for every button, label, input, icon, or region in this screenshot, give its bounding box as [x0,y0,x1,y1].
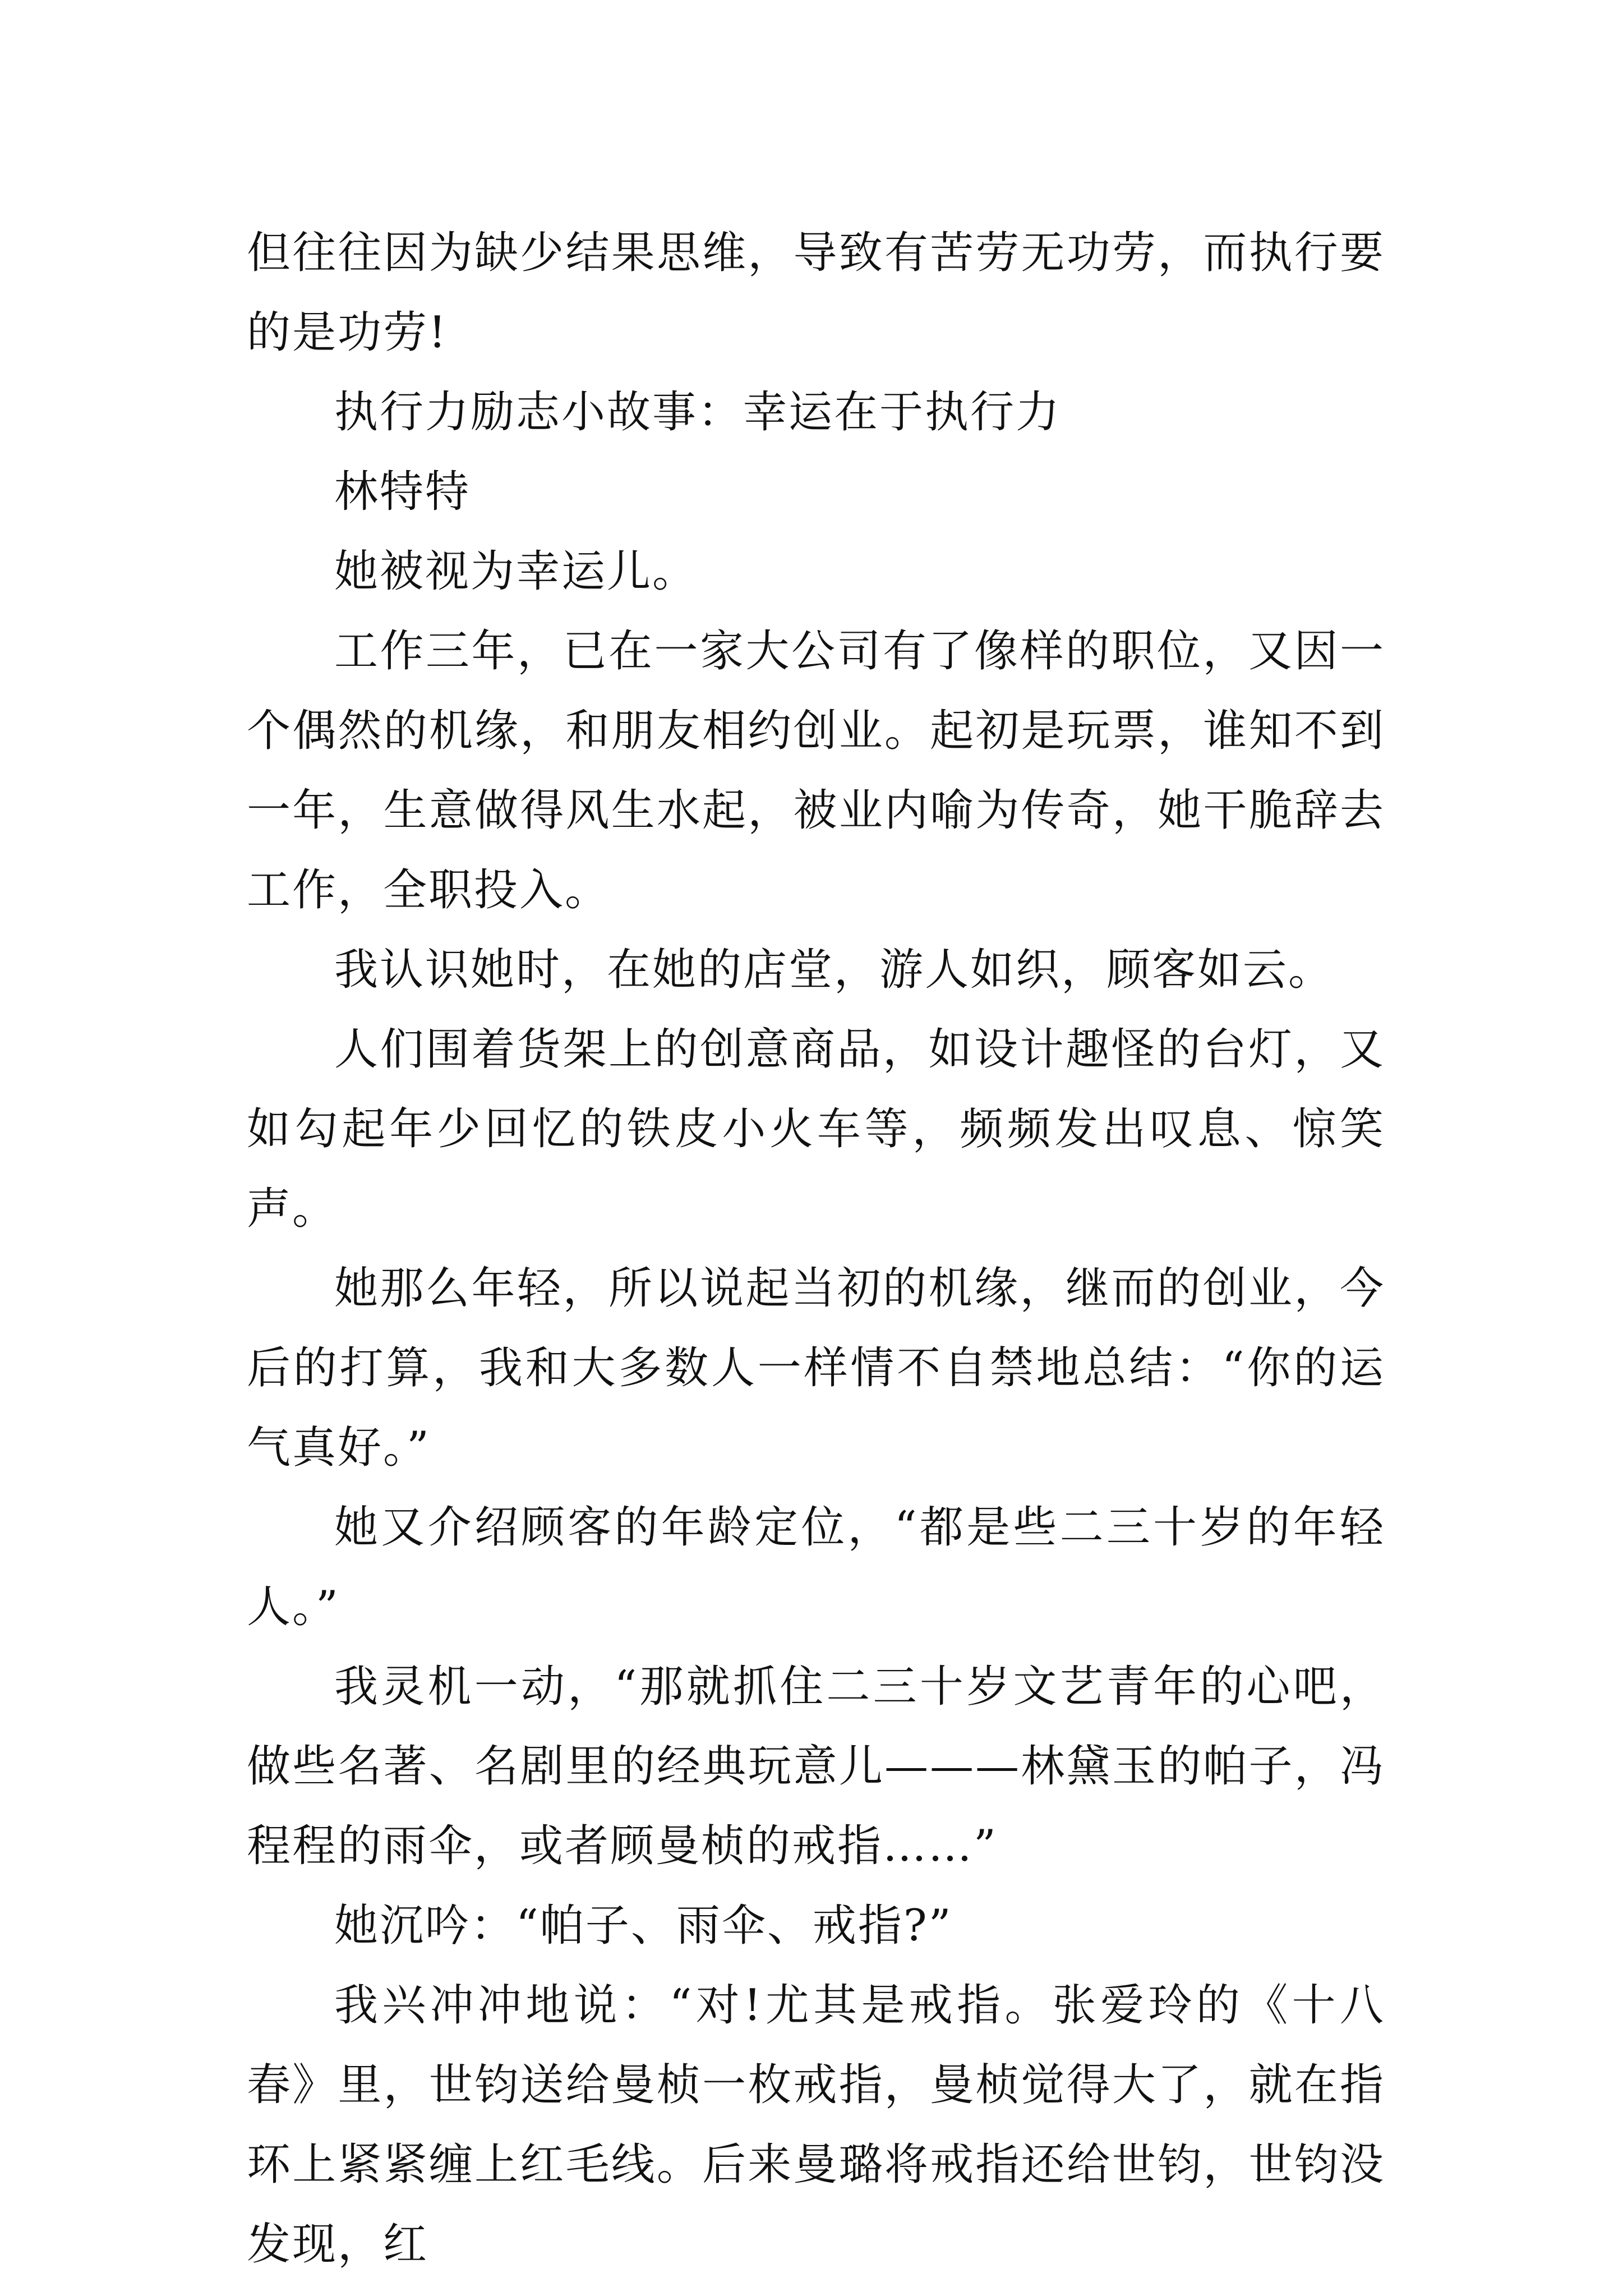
paragraph-9: 她又介绍顾客的年龄定位，“都是些二三十岁的年轻人。” [247,1502,1385,1632]
paragraph-10: 我灵机一动，“那就抓住二三十岁文艺青年的心吧，做些名著、名剧里的经典玩意儿———林黛玉的帕子，冯程程的雨伞，或者顾曼桢的戒指……” [247,1662,1385,1871]
paragraph-1: 但往往因为缺少结果思维，导致有苦劳无功劳，而执行要的是功劳! [247,228,1385,358]
subtitle-heading: 执行力励志小故事：幸运在于执行力 [334,387,1062,438]
paragraph-7: 人们围着货架上的创意商品，如设计趣怪的台灯，又如勾起年少回忆的铁皮小火车等，频频发出叹息、惊笑声。 [247,1024,1385,1234]
author-name: 林特特 [334,467,471,517]
document-body [247,213,1385,2284]
paragraph-4: 她被视为幸运儿。 [334,546,698,597]
paragraph-12: 我兴冲冲地说：“对!尤其是戒指。张爱玲的《十八春》里，世钧送给曼桢一枚戒指，曼桢觉得大了，就在指环上紧紧缠上红毛线。后来曼璐将戒指还给世钧，世钧没发现，红 [247,1980,1385,2270]
paragraph-5: 工作三年，已在一家大公司有了像样的职位，又因一个偶然的机缘，和朋友相约创业。起初是玩票，谁知不到一年，生意做得风生水起，被业内喻为传奇，她干脆辞去工作，全职投入。 [247,626,1385,915]
paragraph-11: 她沉吟：“帕子、雨伞、戒指?” [334,1901,953,1951]
paragraph-6: 我认识她时，在她的店堂，游人如织，顾客如云。 [334,945,1334,995]
paragraph-8: 她那么年轻，所以说起当初的机缘，继而的创业，今后的打算，我和大多数人一样情不自禁地总结：“你的运气真好。” [247,1263,1385,1473]
